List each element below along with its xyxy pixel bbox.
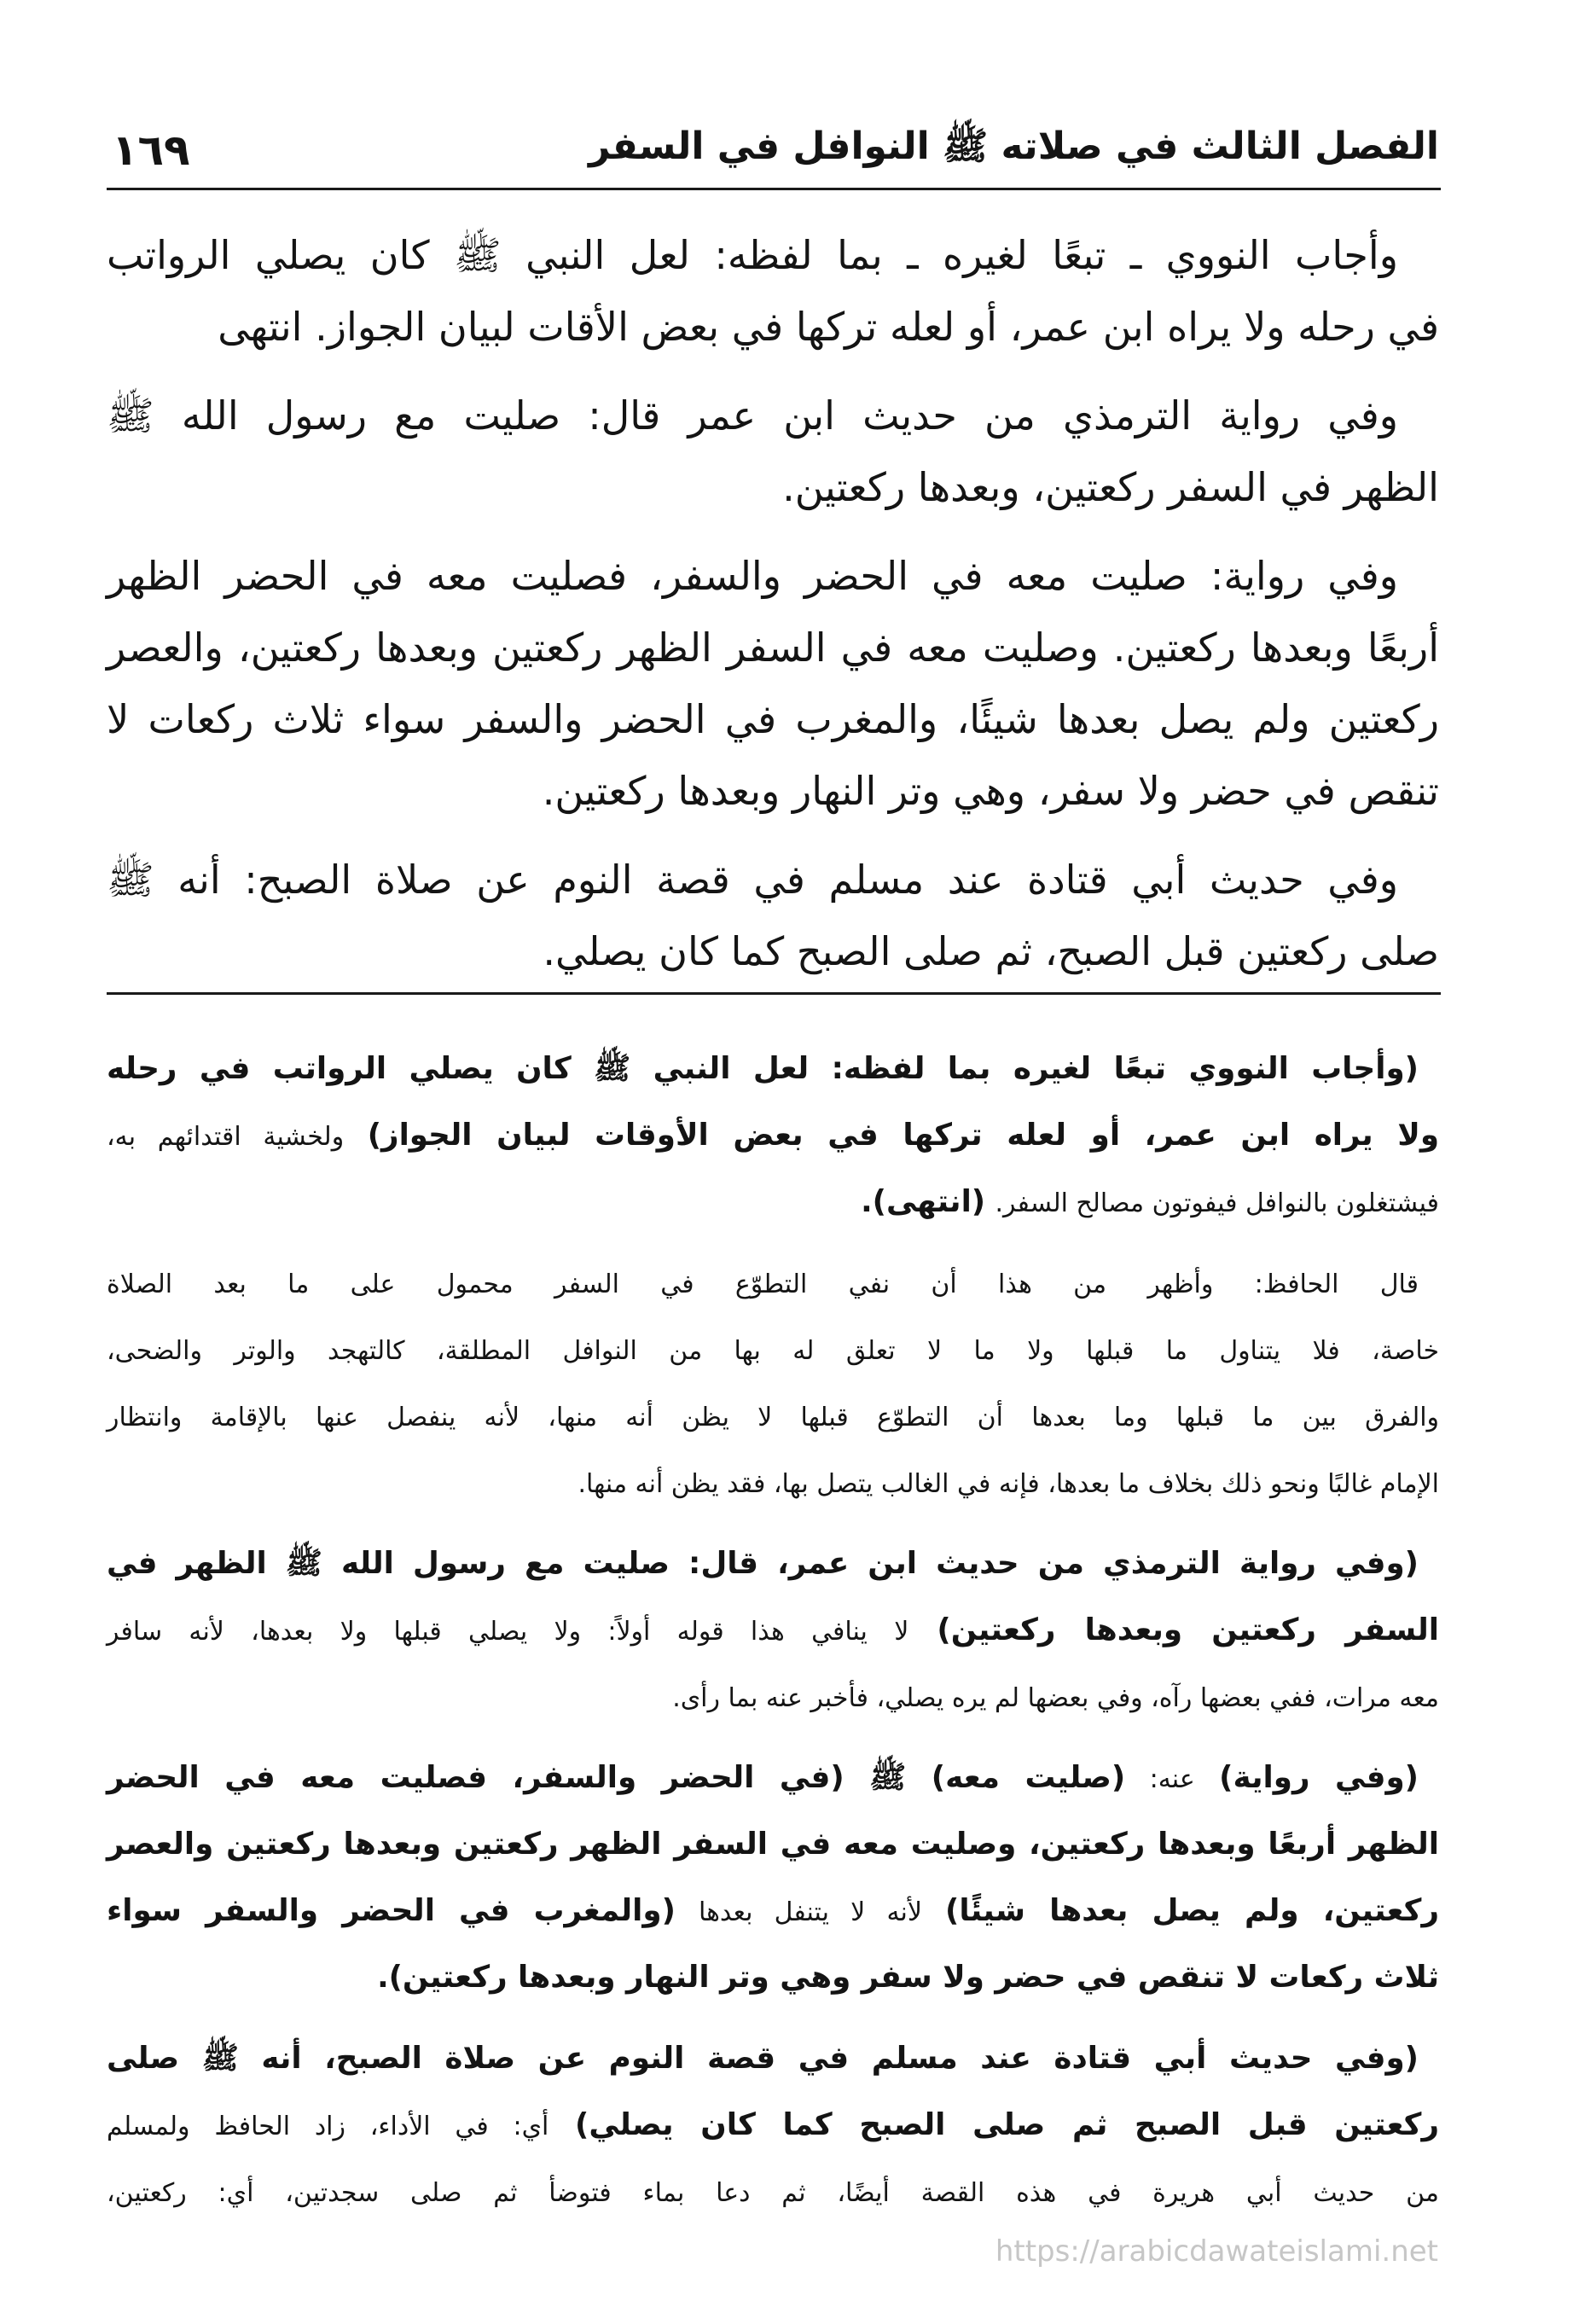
main-text-line: الظهر في السفر ركعتين، وبعدها ركعتين.	[782, 464, 1439, 510]
quoted-matn-text: ثلاث ركعات لا تنقص في حضر ولا سفر وهي وتر النهار وبعدها ركعتين).	[377, 1960, 1439, 1995]
main-paragraph	[107, 540, 1439, 827]
quoted-matn-text: (وفي رواية)	[1219, 1760, 1419, 1795]
commentary-text: لأنه لا يتنفل بعدها	[698, 1897, 922, 1927]
main-text-line: تنقص في حضر ولا سفر، وهي وتر النهار وبعدها ركعتين.	[542, 768, 1439, 814]
running-header	[107, 119, 1439, 181]
main-text-line: وأجاب النووي ـ تبعًا لغيره ـ بما لفظه: لعل النبي ﷺ كان يصلي الرواتب	[107, 232, 1398, 278]
quoted-matn-text: ركعتين، ولم يصل بعدها شيئًا)	[945, 1893, 1439, 1928]
commentary-line	[107, 1102, 1439, 1169]
commentary-line	[107, 1383, 1439, 1450]
main-paragraph	[107, 844, 1439, 987]
header-rule	[107, 188, 1441, 190]
commentary-paragraph	[107, 1036, 1439, 1235]
commentary-line	[107, 2092, 1439, 2158]
commentary-text: عنه:	[1149, 1764, 1195, 1794]
quoted-matn-text: (وفي حديث أبي قتادة عند مسلم في قصة النوم عن صلاة الصبح، أنه ﷺ صلى	[107, 2041, 1419, 2076]
quoted-matn-text: (والمغرب في الحضر والسفر سواء	[107, 1893, 676, 1928]
quoted-matn-text: ولا يراه ابن عمر، أو لعله تركها في بعض الأوقات لبيان الجواز)	[367, 1118, 1439, 1153]
main-text	[107, 219, 1439, 987]
commentary-line	[107, 1316, 1439, 1383]
commentary-text: أي: في الأداء، زاد الحافظ ولمسلم	[107, 2112, 549, 2141]
commentary-line	[107, 1450, 1439, 1516]
commentary-line	[107, 2025, 1439, 2092]
main-text-line: صلى ركعتين قبل الصبح، ثم صلى الصبح كما كان يصلي.	[543, 928, 1439, 974]
main-text-line: ركعتين ولم يصل بعدها شيئًا، والمغرب في الحضر والسفر سواء ثلاث ركعات لا	[107, 696, 1439, 742]
commentary-line	[107, 1531, 1439, 1597]
commentary-text: قال الحافظ: وأظهر من هذا أن نفي التطوّع في السفر محمول على ما بعد الصلاة	[107, 1269, 1419, 1299]
commentary-line	[107, 1036, 1439, 1102]
chapter-title: الفصل الثالث في صلاته ﷺ النوافل في السفر	[589, 125, 1439, 168]
quoted-matn-text: السفر ركعتين وبعدها ركعتين)	[937, 1612, 1439, 1647]
commentary-paragraph	[107, 1531, 1439, 1730]
commentary-line	[107, 1944, 1439, 2011]
main-text-line: وفي حديث أبي قتادة عند مسلم في قصة النوم عن صلاة الصبح: أنه ﷺ	[107, 857, 1398, 903]
commentary	[107, 1036, 1439, 2225]
commentary-text: خاصة، فلا يتناول ما قبلها ولا ما لا تعلق له بها من النوافل المطلقة، كالتهجد والوتر والضحى،	[107, 1336, 1439, 1366]
commentary-line	[107, 1664, 1439, 1730]
quoted-matn-text: (صليت معه) ﷺ (في الحضر والسفر، فصليت معه في الحضر	[107, 1760, 1126, 1795]
commentary-text: ولخشية اقتدائهم به،	[107, 1122, 345, 1152]
commentary-text: من حديث أبي هريرة في هذه القصة أيضًا، ثم دعا بماء فتوضأ ثم صلى سجدتين، أي: ركعتين،	[107, 2178, 1439, 2208]
main-paragraph	[107, 219, 1439, 363]
commentary-paragraph	[107, 2025, 1439, 2225]
main-text-line: أربعًا وبعدها ركعتين. وصليت معه في السفر الظهر ركعتين وبعدها ركعتين، والعصر	[107, 625, 1439, 671]
main-text-line: وفي رواية الترمذي من حديث ابن عمر قال: صليت مع رسول الله ﷺ	[107, 392, 1398, 439]
main-text-line: في رحله ولا يراه ابن عمر، أو لعله تركها في بعض الأقات لبيان الجواز. انتهى	[218, 304, 1439, 350]
commentary-paragraph	[107, 1745, 1439, 2011]
quoted-matn-text: (انتهى).	[861, 1184, 986, 1219]
main-paragraph	[107, 380, 1439, 523]
quoted-matn-text: الظهر أربعًا وبعدها ركعتين، وصليت معه في السفر الظهر ركعتين وبعدها ركعتين والعصر	[107, 1827, 1439, 1862]
commentary-line	[107, 1597, 1439, 1664]
quoted-matn-text: (وأجاب النووي تبعًا لغيره بما لفظه: لعل النبي ﷺ كان يصلي الرواتب في رحله	[107, 1051, 1419, 1086]
section-divider	[107, 992, 1441, 995]
commentary-paragraph	[107, 1250, 1439, 1516]
commentary-line	[107, 1811, 1439, 1878]
watermark-url: https://arabicdawateislami.net	[995, 2234, 1438, 2269]
commentary-line	[107, 1250, 1439, 1316]
quoted-matn-text: (وفي رواية الترمذي من حديث ابن عمر، قال: صليت مع رسول الله ﷺ الظهر في	[107, 1546, 1419, 1581]
commentary-line	[107, 1745, 1439, 1811]
commentary-text: الإمام غالبًا ونحو ذلك بخلاف ما بعدها، فإنه في الغالب يتصل بها، فقد يظن أنه منها.	[578, 1469, 1439, 1499]
commentary-text: والفرق بين ما قبلها وما بعدها أن التطوّع قبلها لا يظن أنه منها، لأنه ينفصل عنها بالإقامة وانتظار	[107, 1403, 1439, 1432]
commentary-line	[107, 1878, 1439, 1944]
quoted-matn-text: ركعتين قبل الصبح ثم صلى الصبح كما كان يصلي)	[575, 2107, 1439, 2142]
page-number: ١٦٩	[112, 125, 190, 175]
commentary-line	[107, 2158, 1439, 2225]
commentary-text: معه مرات، ففي بعضها رآه، وفي بعضها لم يره يصلي، فأخبر عنه بما رأى.	[672, 1683, 1439, 1713]
main-text-line: وفي رواية: صليت معه في الحضر والسفر، فصليت معه في الحضر الظهر	[107, 553, 1398, 599]
commentary-text: لا ينافي هذا قوله أولاً: ولا يصلي قبلها ولا بعدها، لأنه سافر	[107, 1617, 909, 1647]
commentary-text: فيشتغلون بالنوافل فيفوتون مصالح السفر.	[995, 1188, 1439, 1218]
commentary-line	[107, 1169, 1439, 1235]
